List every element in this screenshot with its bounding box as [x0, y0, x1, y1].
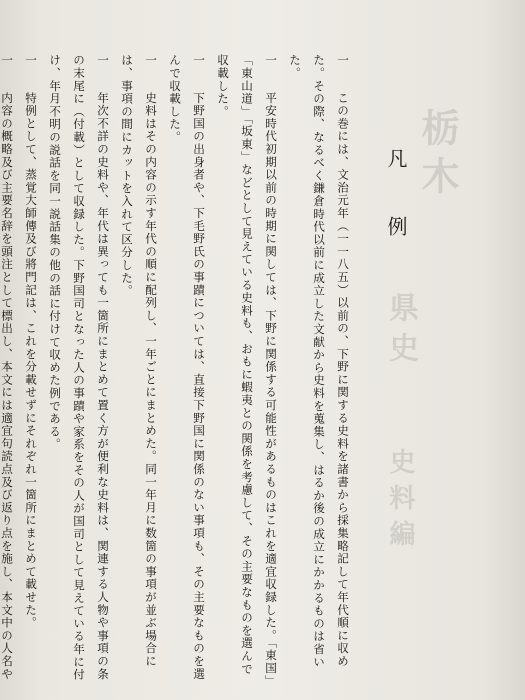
item-mark: 一 — [24, 54, 38, 67]
item-text: 年次不詳の史料や、年代は異っても一箇所にまとめて置く方が便利な史料は、関連する人物や事項の条の末尾に（付載）として収録した。下野国司となった人の事蹟や家系をその人が国司として見えている年に付け、年月不明の説話を同一説話集の他の話に付けて収めた例である。 — [48, 54, 110, 682]
item-text: 内容の概略及び主要名辞を頭注として標出し、本文には適宜句読点及び返り点を施し、本文中の人名や — [0, 91, 14, 681]
item-mark: 一 — [96, 54, 110, 67]
item-mark: 一 — [192, 54, 206, 67]
item-text: 史料はその内容の示す年代の順に配列し、一年ごとにまとめた。同一年月に数箇の事項が並ぶ場合には、事項の間にカットを入れて区分した。 — [120, 54, 158, 668]
item-mark: 一 — [0, 54, 14, 67]
item-text: この巻には、文治元年（一一八五）以前の、下野に関する史料を諸書から採集略記して年代順に収めた。その際、なるべく鎌倉時代以前に成立した文献から史料を蒐集し、はるか後の成立にかかるものは省いた。 — [288, 54, 350, 669]
item-mark: 一 — [264, 54, 278, 67]
item-text: 下野国の出身者や、下毛野氏の事蹟については、直接下野国に関係のない事項も、その主要なものを選んで収載した。 — [168, 54, 206, 681]
body-text — [0, 54, 355, 684]
list-item — [163, 54, 211, 684]
bleed-through-title: 県史 — [383, 292, 418, 372]
list-item — [43, 54, 115, 684]
list-item — [19, 54, 43, 684]
item-mark: 一 — [336, 54, 350, 67]
item-text: 特例として、蒸覚大師傳及び將門記は、これを分載せずにそれぞれ一箇所にまとめて載せた。 — [24, 91, 38, 630]
list-item — [211, 54, 283, 684]
bleed-through-subtitle: 史料編 — [385, 448, 415, 556]
bleed-through-title: 栃木 — [415, 108, 460, 204]
list-item — [283, 54, 355, 684]
list-item — [0, 54, 19, 684]
item-mark: 一 — [144, 54, 158, 67]
item-text: 平安時代初期以前の時期に関しては、下野に関係する可能性があるものはこれを適宜収録した。「東国」「東山道」「坂東」などとして見えている史料も、おもに蝦夷との関係を考慮して、その主要なものを選んで収載した。 — [216, 54, 278, 682]
page-heading: 凡 例 — [384, 148, 408, 250]
list-item — [115, 54, 163, 684]
